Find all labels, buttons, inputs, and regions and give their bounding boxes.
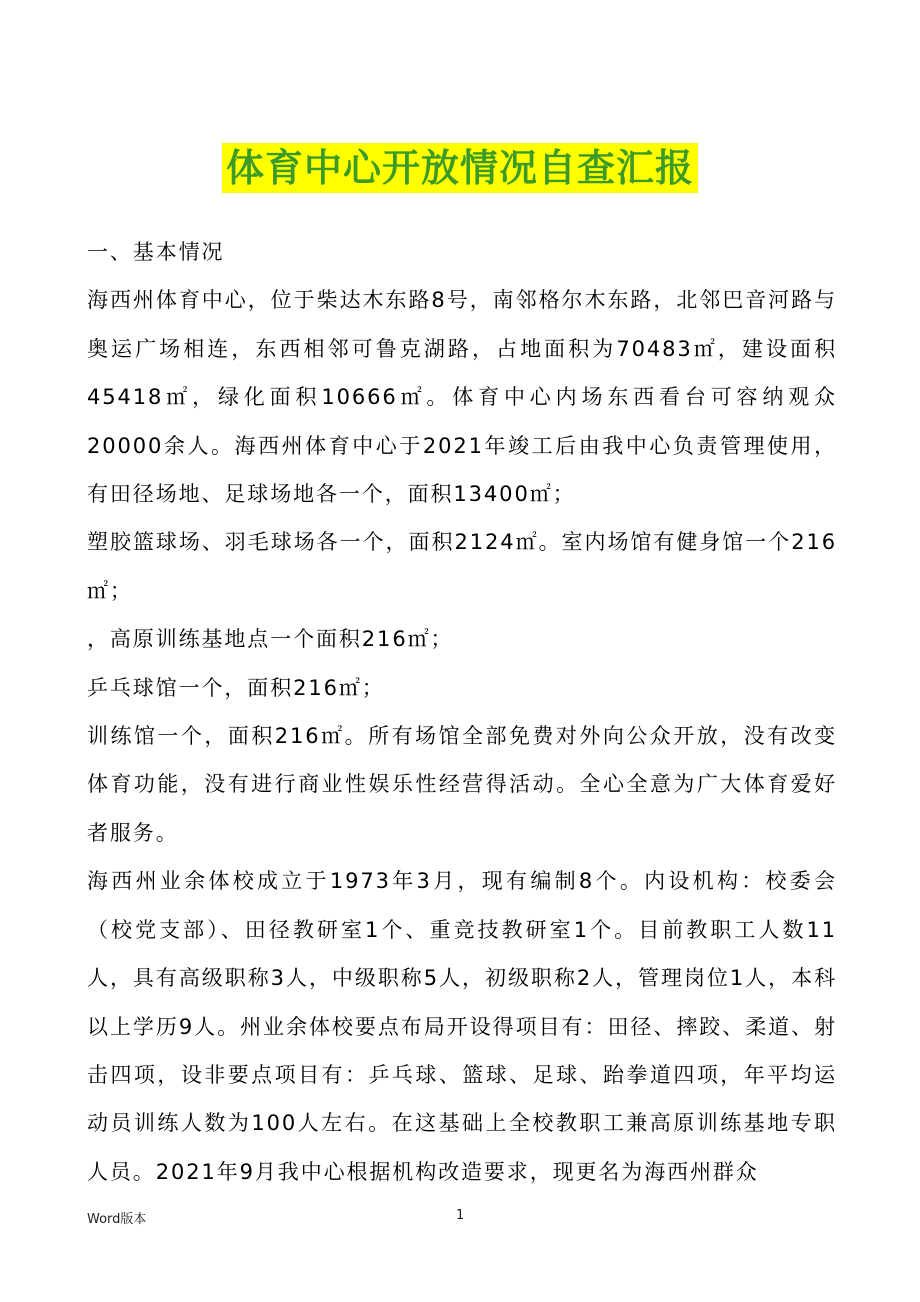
document-title: 体育中心开放情况自查汇报 (222, 143, 698, 193)
paragraph: 海西州体育中心，位于柴达木东路8号，南邻格尔木东路，北邻巴音河路与奥运广场相连，东西相邻可鲁克湖路，占地面积为70483㎡，建设面积45418㎡，绿化面积10666㎡。体育中心内场东西看台可容纳观众20000余人。海西州体育中心于2021年竣工后由我中心负责管理使用，有田径场地、足球场地各一个，面积13400㎡； (87, 288, 837, 507)
paragraph: 乒乓球馆一个，面积216㎡； (87, 675, 385, 700)
paragraph: 训练馆一个，面积216㎡。所有场馆全部免费对外向公众开放，没有改变体育功能，没有进行商业性娱乐性经营得活动。全心全意为广大体育爱好者服务。 (87, 724, 837, 845)
title-block (0, 143, 920, 193)
paragraph: 塑胶篮球场、羽毛球场各一个，面积2124㎡。室内场馆有健身馆一个216㎡； (87, 530, 837, 603)
document-body (87, 228, 837, 1196)
paragraph: ，高原训练基地点一个面积216㎡； (87, 627, 454, 652)
page-number: 1 (456, 1208, 465, 1223)
paragraph: 海西州业余体校成立于1973年3月，现有编制8个。内设机构：校委会（校党支部）、田径教研室1个、重竞技教研室1个。目前教职工人数11人，具有高级职称3人，中级职称5人，初级职称2人，管理岗位1人，本科以上学历9人。州业余体校要点布局开设得项目有：田径、摔跤、柔道、射击四项，设非要点项目有：乒乓球、篮球、足球、跆拳道四项，年平均运动员训练人数为100人左右。在这基础上全校教职工兼高原训练基地专职人员。2021年9月我中心根据机构改造要求，现更名为海西州群众 (87, 869, 837, 1184)
section-heading: 一、基本情况 (87, 240, 225, 264)
footer-label: Word版本 (87, 1212, 147, 1227)
